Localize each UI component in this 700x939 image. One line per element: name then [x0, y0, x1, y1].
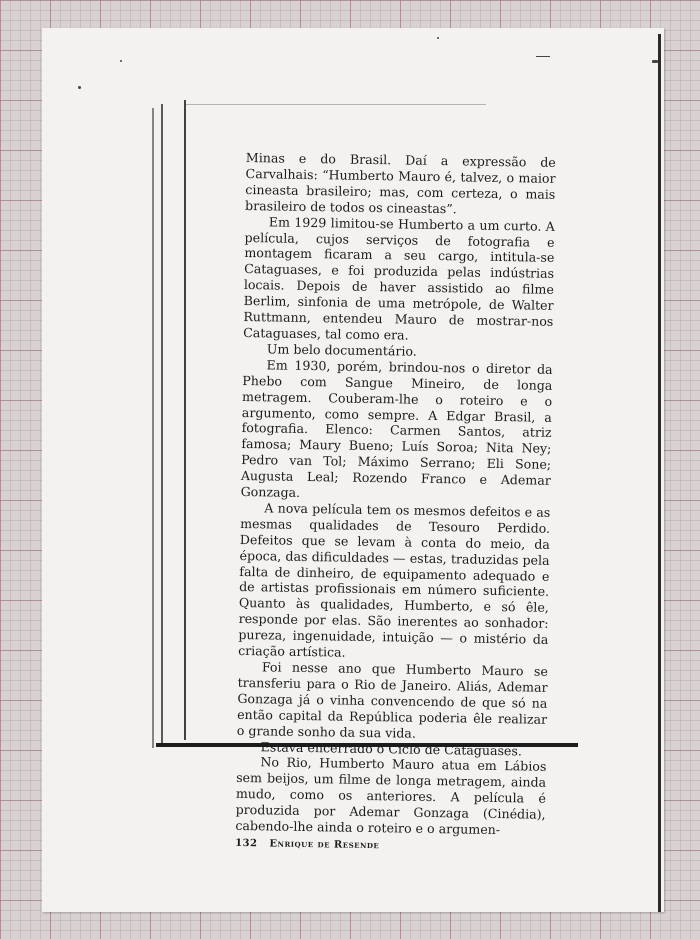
page-number: 132 — [235, 837, 258, 850]
scan-speck — [78, 86, 81, 89]
scan-speck — [437, 37, 439, 39]
paragraph-6: Foi nesse ano que Humberto Mauro se transferiu para o Rio de Janeiro. Aliás, Ademar Gonzaga já o vinha convencendo de que só na então capital da República poderia êle realizar o grande sonho da sua vida. — [236, 659, 548, 741]
scan-speck — [652, 60, 658, 63]
paragraph-4: Em 1930, porém, brindou-nos o diretor da Phebo com Sangue Mineiro, de longa metragem. Couberam-lhe o roteiro e o argumento, como sempre. A Edgar Brasil, a fotografia. Elenco: Carmen Santos, atriz famosa; Maury Bueno; Luís Soroa; Nita Ney; Pedro van Tol; Máximo Serrano; Eli Sone; Augusta Leal; Rozendo Franco e Ademar Gonzaga. — [240, 357, 553, 500]
paragraph-8: No Rio, Humberto Mauro atua em Lábios sem beijos, um filme de longa metragem, ainda mudo, como os anteriores. A película é produzida por Ademar Gonzaga (Cinédia), cabendo-lhe ainda o roteiro e o argumen- — [235, 754, 547, 838]
paragraph-3: Um belo documentário. — [266, 341, 417, 359]
page-text — [235, 150, 556, 857]
frame-line-left-outer — [152, 108, 154, 748]
frame-line-left-inner — [161, 104, 163, 744]
running-author: Enrique de Resende — [269, 838, 380, 852]
frame-line-top — [186, 104, 486, 105]
paragraph-1: Minas e do Brasil. Daí a expressão de Carvalhais: “Humberto Mauro é, talvez, o maior cineasta brasileiro; mas, com certeza, o mais brasileiro de todos os cineastas”. — [245, 150, 556, 217]
paragraph-5: A nova película tem os mesmos defeitos e as mesmas qualidades de Tesouro Perdido. Defeitos que se levam à conta do meio, da época, das dificuldades — estas, traduzidas pela falta de dinheiro, de equipamento adequado e de artistas profissionais em número suficiente. Quanto às qualidades, Humberto, e só êle, responde por elas. São inerentes ao sonhador: pureza, ingenuidade, intuição — o mistério da criação artística. — [238, 500, 551, 660]
scan-speck — [536, 56, 550, 57]
frame-line-left-main — [184, 100, 186, 740]
sheet-edge-shadow — [658, 34, 661, 912]
paragraph-7: Estava encerrado o Ciclo de Cataguases. — [260, 738, 523, 758]
scan-speck — [120, 60, 122, 62]
paragraph-2: Em 1929 limitou-se Humberto a um curto. A película, cujos serviços de fotografia e montagem ficaram a seu cargo, intitula-se Cataguases, e foi produzida pelas indústrias locais. Depois de haver assistido ao filme Berlim, sinfonia de uma metrópole, de Walter Ruttmann, entendeu Mauro de mostrar-nos Cataguases, tal como era. — [243, 213, 555, 343]
